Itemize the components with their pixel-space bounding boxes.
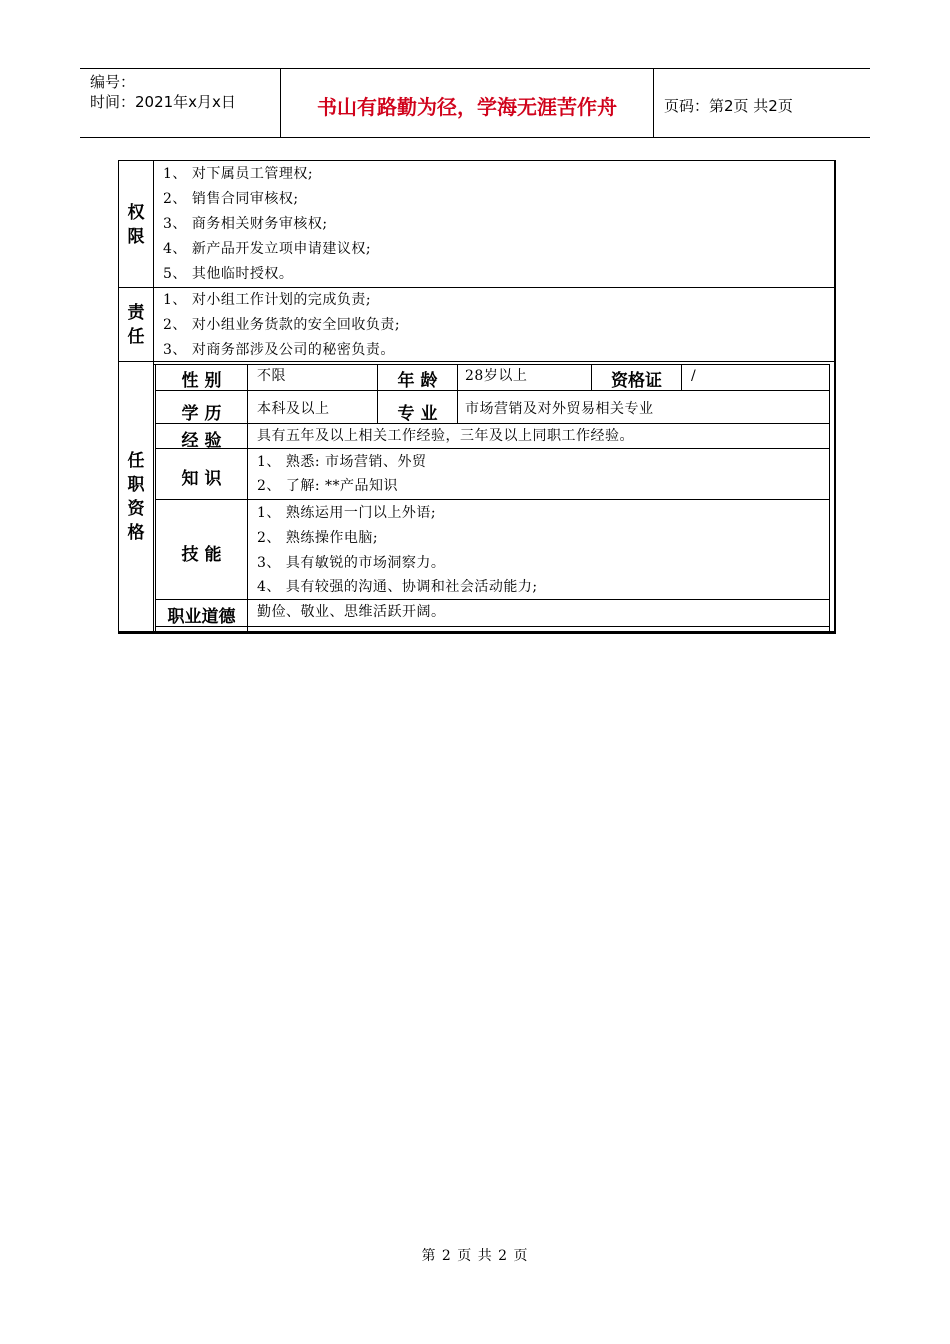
qualification-label-char: 任 [127,451,145,471]
cert-value: / [691,368,697,384]
page-header [80,68,870,138]
responsibility-label [119,301,153,349]
responsibility-item: 2、 对小组业务货款的安全回收负责; [163,317,401,333]
responsibility-item: 1、 对小组工作计划的完成负责; [163,292,372,308]
experience-label: 经 验 [181,431,222,451]
authority-item: 4、 新产品开发立项申请建议权; [163,241,372,257]
knowledge-item: 1、 熟悉: 市场营销、外贸 [257,454,427,470]
page-footer: 第 2 页 共 2 页 [421,1248,529,1264]
education-value: 本科及以上 [257,401,330,417]
header-meta [80,69,281,137]
job-description-table [118,160,836,634]
authority-item: 3、 商务相关财务审核权; [163,216,328,232]
qual-row-line [155,390,830,391]
authority-item: 1、 对下属员工管理权; [163,166,314,182]
responsibility-label-char-2: 任 [127,327,145,347]
responsibility-item: 3、 对商务部涉及公司的秘密负责。 [163,342,395,358]
qual-col-line [681,364,682,390]
qualification-label-char: 资 [127,499,145,519]
knowledge-label: 知 识 [181,469,222,489]
education-label: 学 历 [181,404,222,424]
skills-item: 4、 具有较强的沟通、协调和社会活动能力; [257,579,538,595]
cert-label: 资格证 [611,371,662,391]
authority-item: 5、 其他临时授权。 [163,266,294,282]
qual-col-line [457,364,458,423]
qual-label-divider [247,364,248,631]
ethics-value: 勤俭、敬业、思维活跃开阔。 [257,604,446,620]
qualification-label-char: 职 [127,475,145,495]
time-label: 时间：2021年x月x日 [90,93,236,111]
age-value: 28岁以上 [465,368,528,384]
header-motto: 书山有路勤为径，学海无涯苦作舟 [281,69,654,137]
authority-item: 2、 销售合同审核权; [163,191,299,207]
responsibility-label-char-1: 责 [127,303,145,323]
gender-value: 不限 [257,368,286,384]
gender-label: 性 别 [181,371,222,391]
authority-label-char-1: 权 [127,203,145,223]
qual-right-border [829,364,830,631]
qual-row-line [155,499,830,500]
skills-item: 1、 熟练运用一门以上外语; [257,505,437,521]
major-label: 专 业 [397,404,438,424]
knowledge-item: 2、 了解: **产品知识 [257,478,399,494]
qual-row-line [155,626,830,627]
ethics-label: 职业道德 [167,607,236,627]
label-column-divider [153,161,154,631]
major-value: 市场营销及对外贸易相关专业 [465,401,654,417]
number-label: 编号： [90,73,136,91]
skills-item: 2、 熟练操作电脑; [257,530,379,546]
header-page-label: 页码：第2页 共2页 [664,96,793,115]
skills-item: 3、 具有敏锐的市场洞察力。 [257,555,446,571]
age-label: 年 龄 [397,371,438,391]
authority-label-char-2: 限 [127,227,145,247]
authority-label [119,201,153,249]
qualification-label [119,449,153,545]
qualification-label-char: 格 [127,523,145,543]
experience-value: 具有五年及以上相关工作经验，三年及以上同职工作经验。 [257,428,634,444]
skills-label: 技 能 [181,545,222,565]
